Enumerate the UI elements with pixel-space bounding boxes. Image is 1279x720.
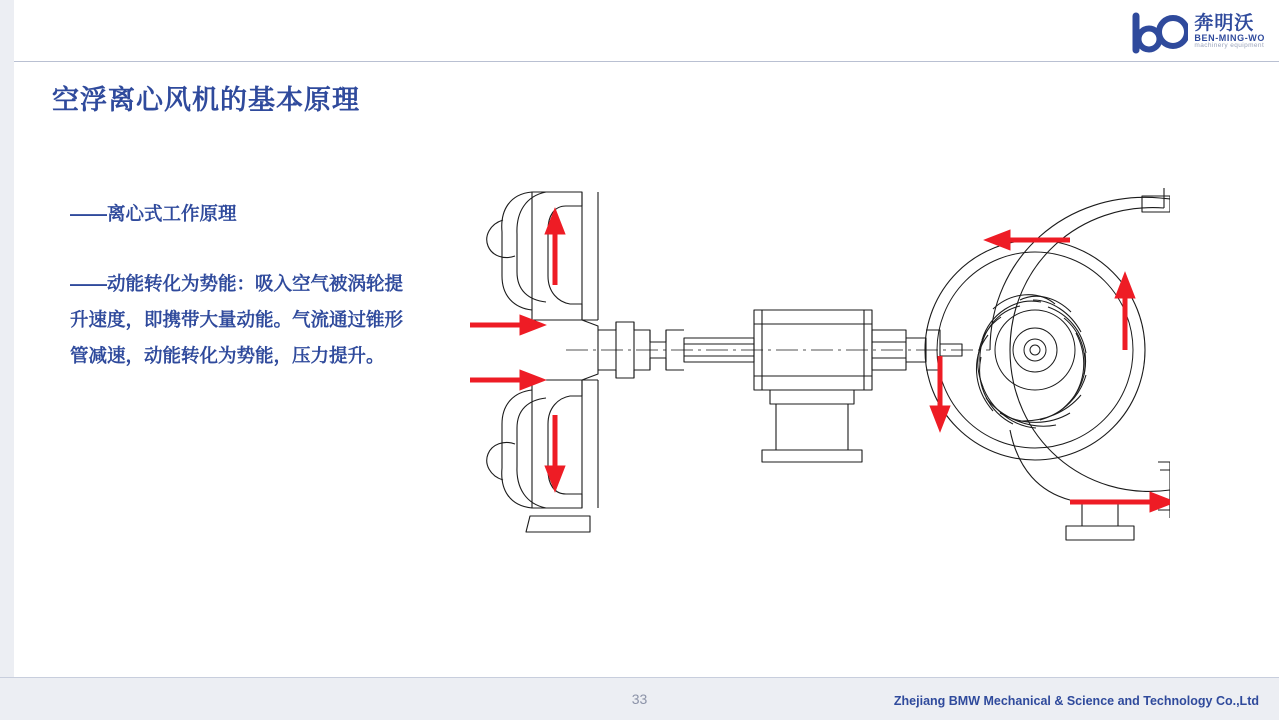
logo-name-en: BEN-MING-WO: [1194, 32, 1265, 43]
page-title: 空浮离心风机的基本原理: [52, 85, 360, 115]
footer-bar: [0, 678, 1279, 720]
centrifugal-blower-diagram: [470, 180, 1170, 555]
page-number: 33: [631, 691, 648, 707]
company-name: Zhejiang BMW Mechanical & Science and Technology Co.,Ltd: [893, 694, 1259, 708]
company-logo: [1055, 6, 1265, 58]
header-divider: [14, 61, 1279, 62]
paragraph-2: ——动能转化为势能：吸入空气被涡轮提升速度，即携带大量动能。气流通过锥形管减速，动能转化为势能，压力提升。: [70, 273, 404, 366]
left-accent-bar: [0, 0, 14, 720]
paragraph-1: ——离心式工作原理: [70, 203, 237, 224]
bo-monogram-icon: [1130, 12, 1188, 52]
logo-name-cn: 奔明沃: [1194, 12, 1255, 34]
logo-tagline: machinery equipment: [1194, 42, 1265, 50]
body-text: [70, 196, 420, 374]
